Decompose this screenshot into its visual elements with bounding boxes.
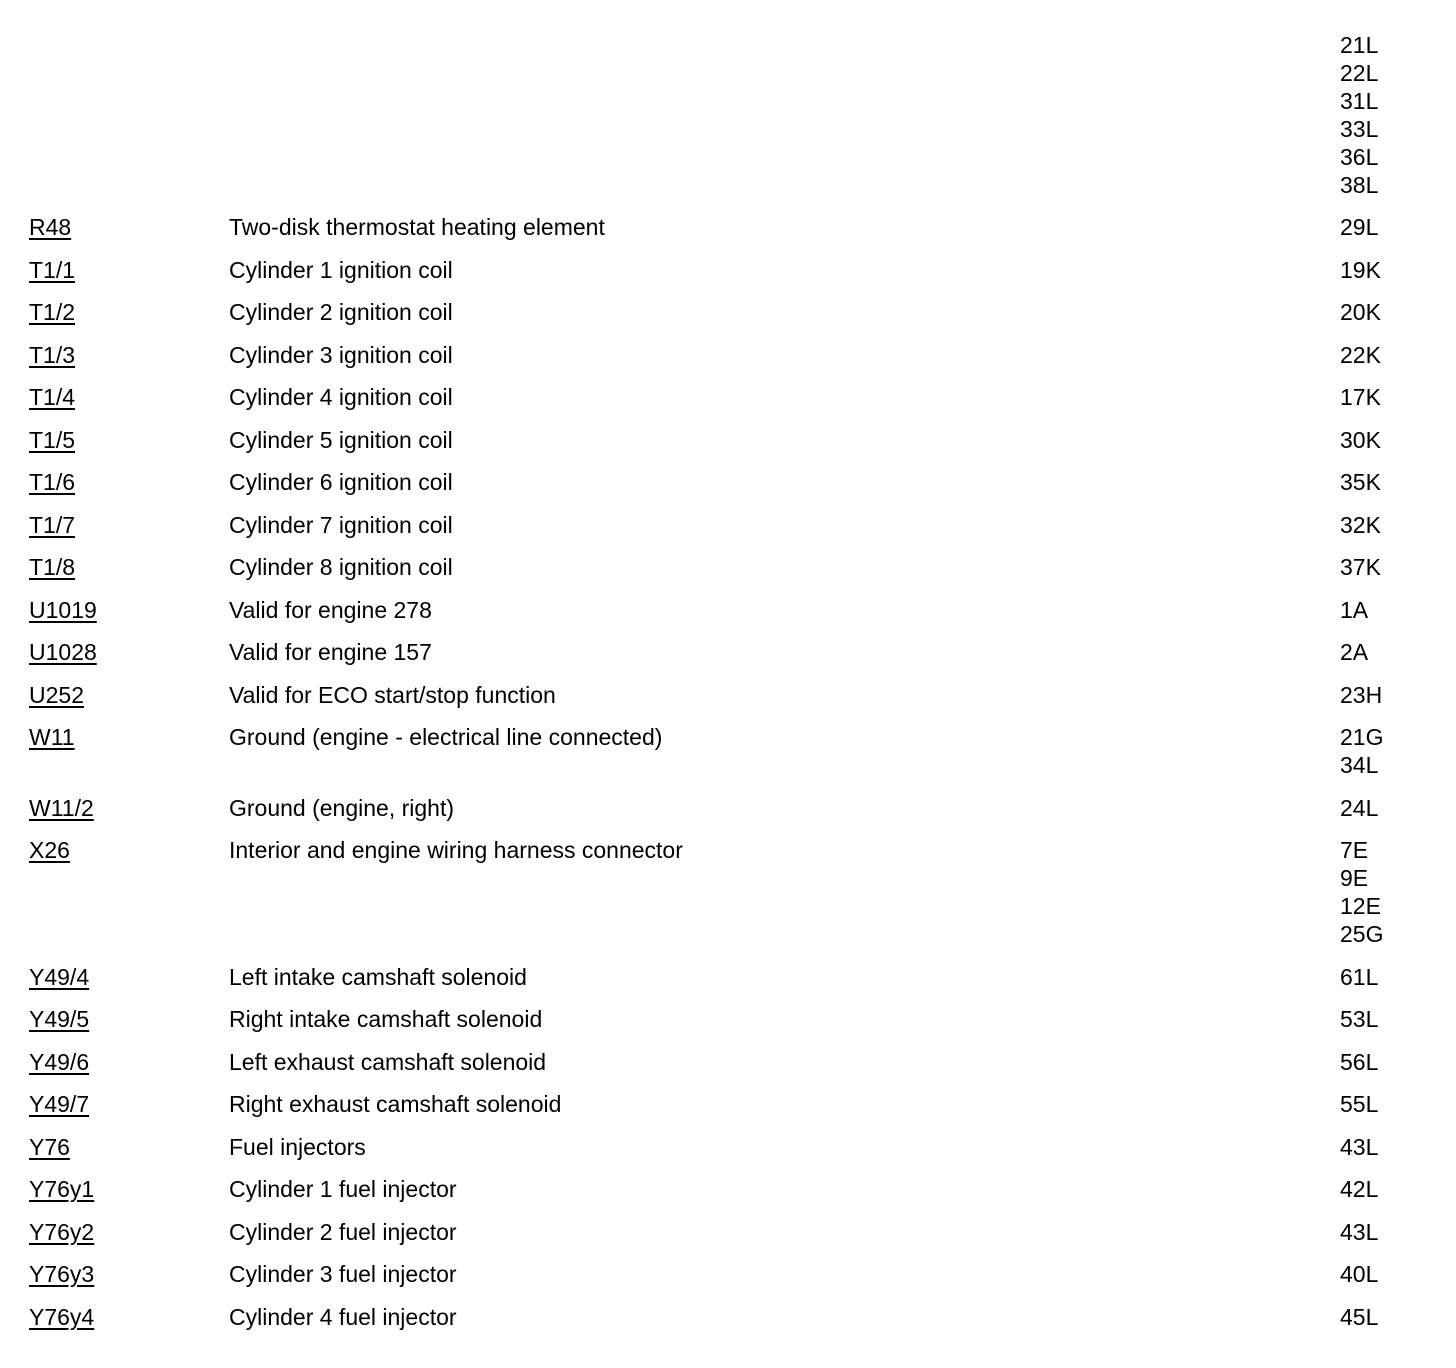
component-description: Valid for ECO start/stop function (229, 681, 556, 708)
component-code-link[interactable]: T1/8 (29, 554, 76, 580)
table-row (0, 383, 1456, 426)
location-ref: 43L (1340, 1218, 1379, 1245)
location-ref: 29L (1340, 214, 1379, 240)
component-locations (1340, 553, 1381, 581)
component-locations (1340, 426, 1381, 454)
location-ref: 35K (1340, 469, 1381, 495)
location-ref: 21L (1340, 32, 1379, 58)
table-row (0, 1048, 1456, 1091)
location-ref: 55L (1340, 1091, 1379, 1117)
table-row (0, 1005, 1456, 1048)
table-row (0, 298, 1456, 341)
table-row (0, 553, 1456, 596)
component-description: Ground (engine - electrical line connected) (229, 724, 663, 750)
component-description: Cylinder 3 fuel injector (229, 1261, 457, 1287)
component-description: Ground (engine, right) (229, 794, 455, 821)
location-ref: 45L (1340, 1303, 1379, 1330)
component-code-link[interactable]: T1/2 (29, 299, 76, 325)
component-locations (1340, 1133, 1378, 1161)
location-ref: 19K (1340, 256, 1381, 283)
table-row (0, 638, 1456, 681)
location-ref: 1A (1340, 596, 1369, 623)
continuation-locations (1340, 31, 1378, 199)
table-row (0, 426, 1456, 469)
location-ref: 30K (1340, 426, 1381, 453)
table-row (0, 596, 1456, 639)
component-description: Cylinder 5 ignition coil (229, 426, 453, 453)
location-ref: 33L (1340, 116, 1379, 142)
component-description: Valid for engine 157 (229, 639, 432, 665)
component-location-list (0, 31, 1456, 1345)
location-ref: 38L (1340, 172, 1379, 198)
component-description: Cylinder 8 ignition coil (229, 554, 453, 580)
location-ref: 37K (1340, 554, 1381, 580)
location-ref: 21G (1340, 724, 1384, 750)
location-ref: 25G (1340, 921, 1384, 947)
component-locations (1340, 681, 1382, 709)
location-ref: 42L (1340, 1176, 1379, 1202)
component-code-link[interactable]: Y49/7 (29, 1091, 90, 1117)
table-row (0, 1218, 1456, 1261)
component-locations (1340, 213, 1378, 241)
component-code-link[interactable]: T1/7 (29, 511, 76, 538)
component-code-link[interactable]: U1028 (29, 639, 97, 665)
location-ref: 36L (1340, 144, 1379, 170)
continuation-row (0, 31, 1456, 213)
location-ref: 22K (1340, 341, 1381, 368)
location-ref: 31L (1340, 88, 1379, 114)
component-description: Cylinder 1 fuel injector (229, 1176, 457, 1202)
component-description: Interior and engine wiring harness connector (229, 837, 683, 863)
component-code-link[interactable]: Y76y2 (29, 1218, 95, 1245)
component-description: Cylinder 6 ignition coil (229, 469, 453, 495)
table-row (0, 836, 1456, 963)
location-ref: 24L (1340, 794, 1379, 821)
component-locations (1340, 298, 1381, 326)
table-row (0, 794, 1456, 837)
location-ref: 34L (1340, 752, 1379, 778)
table-row (0, 341, 1456, 384)
location-ref: 22L (1340, 60, 1379, 86)
component-description: Cylinder 4 fuel injector (229, 1303, 457, 1330)
table-row (0, 1260, 1456, 1303)
location-ref: 12E (1340, 893, 1381, 919)
component-locations (1340, 963, 1378, 991)
component-description: Left exhaust camshaft solenoid (229, 1048, 547, 1075)
component-locations (1340, 596, 1368, 624)
table-row (0, 468, 1456, 511)
component-description: Left intake camshaft solenoid (229, 963, 527, 990)
location-ref: 61L (1340, 963, 1379, 990)
component-code-link[interactable]: U1019 (29, 596, 97, 623)
component-description: Right exhaust camshaft solenoid (229, 1091, 562, 1117)
component-locations (1340, 468, 1381, 496)
location-ref: 17K (1340, 384, 1381, 410)
component-code-link[interactable]: W11 (29, 724, 75, 750)
component-locations (1340, 638, 1368, 666)
component-code-link[interactable]: T1/1 (29, 256, 76, 283)
component-locations (1340, 1005, 1378, 1033)
component-locations (1340, 723, 1383, 779)
table-row (0, 723, 1456, 794)
location-ref: 2A (1340, 639, 1369, 665)
component-code-link[interactable]: Y76y3 (29, 1261, 95, 1287)
location-ref: 53L (1340, 1006, 1379, 1032)
component-code-link[interactable]: Y49/4 (29, 963, 90, 990)
component-locations (1340, 383, 1381, 411)
location-ref: 56L (1340, 1048, 1379, 1075)
component-description: Cylinder 3 ignition coil (229, 341, 453, 368)
component-code-link[interactable]: T1/6 (29, 469, 76, 495)
component-description: Cylinder 2 ignition coil (229, 299, 453, 325)
location-ref: 40L (1340, 1261, 1379, 1287)
component-code-link[interactable]: T1/4 (29, 384, 76, 410)
location-ref: 7E (1340, 837, 1369, 863)
component-code-link[interactable]: T1/5 (29, 426, 76, 453)
component-locations (1340, 341, 1381, 369)
location-ref: 43L (1340, 1133, 1379, 1160)
component-code-link[interactable]: R48 (29, 214, 72, 240)
table-row (0, 256, 1456, 299)
component-locations (1340, 794, 1378, 822)
table-row (0, 511, 1456, 554)
component-locations (1340, 1218, 1378, 1246)
table-row (0, 1133, 1456, 1176)
component-locations (1340, 511, 1381, 539)
component-code-link[interactable]: T1/3 (29, 341, 76, 368)
location-ref: 32K (1340, 511, 1381, 538)
component-locations (1340, 1090, 1378, 1118)
component-locations (1340, 1260, 1378, 1288)
component-locations (1340, 1303, 1378, 1331)
table-row (0, 963, 1456, 1006)
table-row (0, 1090, 1456, 1133)
component-description: Cylinder 7 ignition coil (229, 511, 453, 538)
component-locations (1340, 1048, 1378, 1076)
component-code-link[interactable]: X26 (29, 837, 70, 863)
component-description: Cylinder 2 fuel injector (229, 1218, 457, 1245)
table-row (0, 1175, 1456, 1218)
location-ref: 20K (1340, 299, 1381, 325)
component-code-link[interactable]: Y76 (29, 1133, 70, 1160)
component-description: Cylinder 1 ignition coil (229, 256, 453, 283)
component-code-link[interactable]: Y76y1 (29, 1176, 95, 1202)
component-description: Fuel injectors (229, 1133, 366, 1160)
component-description: Valid for engine 278 (229, 596, 432, 623)
component-code-link[interactable]: U252 (29, 681, 84, 708)
component-locations (1340, 836, 1383, 948)
table-row (0, 681, 1456, 724)
component-code-link[interactable]: W11/2 (29, 794, 94, 821)
component-description: Cylinder 4 ignition coil (229, 384, 453, 410)
component-description: Right intake camshaft solenoid (229, 1006, 543, 1032)
component-description: Two-disk thermostat heating element (229, 214, 605, 240)
component-code-link[interactable]: Y76y4 (29, 1303, 95, 1330)
table-row (0, 1303, 1456, 1346)
component-locations (1340, 1175, 1378, 1203)
component-code-link[interactable]: Y49/5 (29, 1006, 90, 1032)
component-locations (1340, 256, 1381, 284)
component-code-link[interactable]: Y49/6 (29, 1048, 90, 1075)
location-ref: 23H (1340, 681, 1383, 708)
location-ref: 9E (1340, 865, 1369, 891)
table-row (0, 213, 1456, 256)
